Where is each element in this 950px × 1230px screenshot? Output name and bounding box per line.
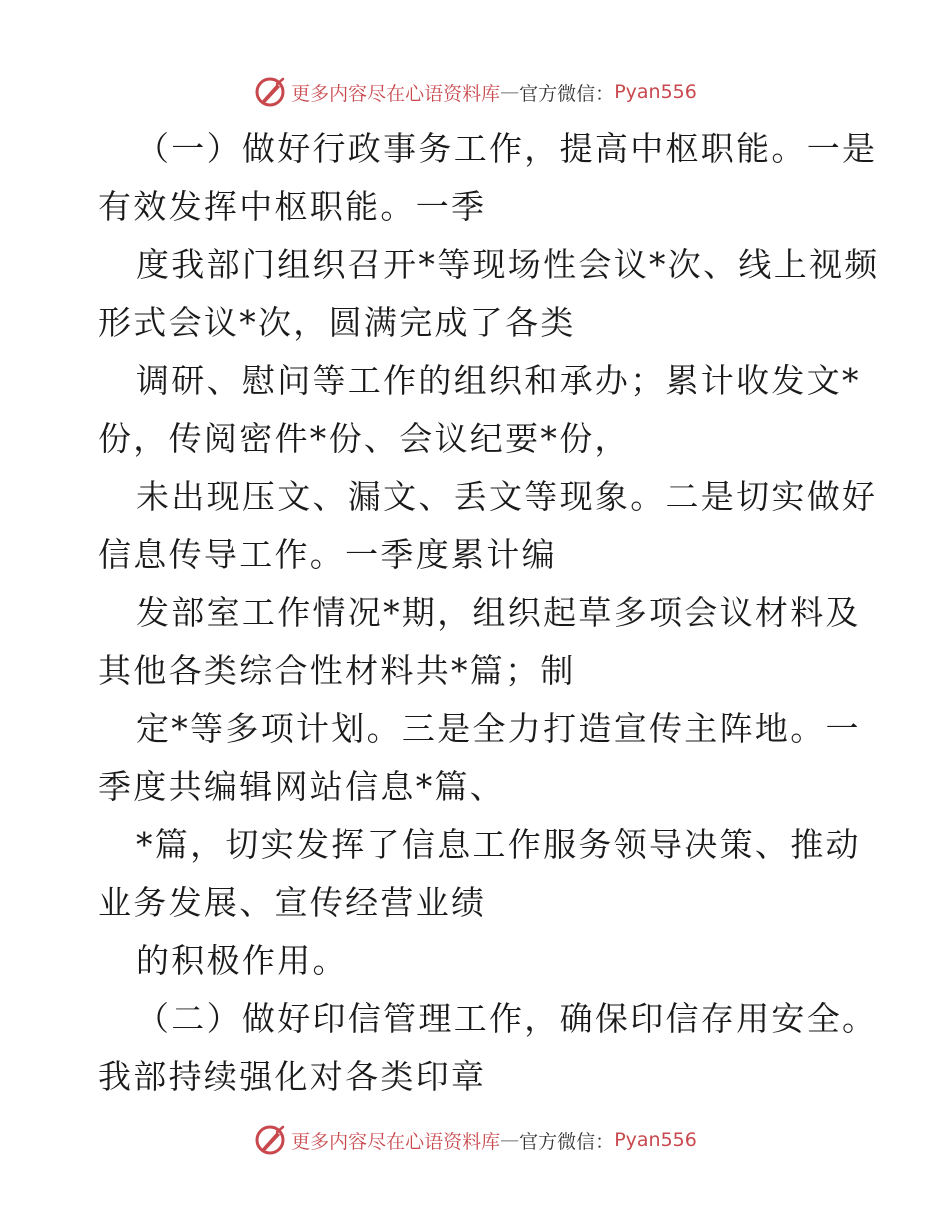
text-line: 定*等多项计划。三是全力打造宣传主阵地。一 xyxy=(136,709,861,748)
text-line: 发部室工作情况*期，组织起草多项会议材料及 xyxy=(136,593,861,632)
banner-wechat-label: 官方微信： xyxy=(519,82,615,105)
text-line: 季度共编辑网站信息*篇、 xyxy=(98,767,506,806)
banner-site-text: 更多内容尽在心语资料库 xyxy=(291,82,501,105)
banner-separator: — xyxy=(500,81,520,103)
text-line: 份，传阅密件*份、会议纪要*份， xyxy=(98,419,630,458)
banner-wechat-label: 官方微信： xyxy=(519,1130,615,1153)
quill-pen-logo-icon xyxy=(253,1123,287,1157)
text-line: 调研、慰问等工作的组织和承办；累计收发文* xyxy=(136,361,861,400)
text-line: 度我部门组织召开*等现场性会议*次、线上视频 xyxy=(136,245,880,284)
text-line: *篇，切实发挥了信息工作服务领导决策、推动 xyxy=(136,825,861,864)
text-line: 形式会议*次，圆满完成了各类 xyxy=(98,303,576,342)
banner-wechat-id: Pyan556 xyxy=(614,1129,697,1151)
banner-separator: — xyxy=(500,1129,520,1151)
banner-wechat-id: Pyan556 xyxy=(614,81,697,103)
text-line: 业务发展、宣传经营业绩 xyxy=(98,883,487,922)
text-line: 有效发挥中枢职能。一季 xyxy=(98,187,487,226)
footer-watermark-banner xyxy=(0,1120,950,1160)
text-line: 的积极作用。 xyxy=(136,941,348,980)
document-body xyxy=(98,120,880,1106)
text-line: （二）做好印信管理工作，确保印信存用安全。 xyxy=(136,999,878,1038)
text-line: 其他各类综合性材料共*篇；制 xyxy=(98,651,576,690)
text-line: 我部持续强化对各类印章 xyxy=(98,1057,487,1096)
text-line: 未出现压文、漏文、丢文等现象。二是切实做好 xyxy=(136,477,878,516)
banner-site-text: 更多内容尽在心语资料库 xyxy=(291,1130,501,1153)
text-line: （一）做好行政事务工作，提高中枢职能。一是 xyxy=(136,129,878,168)
text-line: 信息传导工作。一季度累计编 xyxy=(98,535,557,574)
header-watermark-banner xyxy=(0,72,950,112)
quill-pen-logo-icon xyxy=(253,75,287,109)
